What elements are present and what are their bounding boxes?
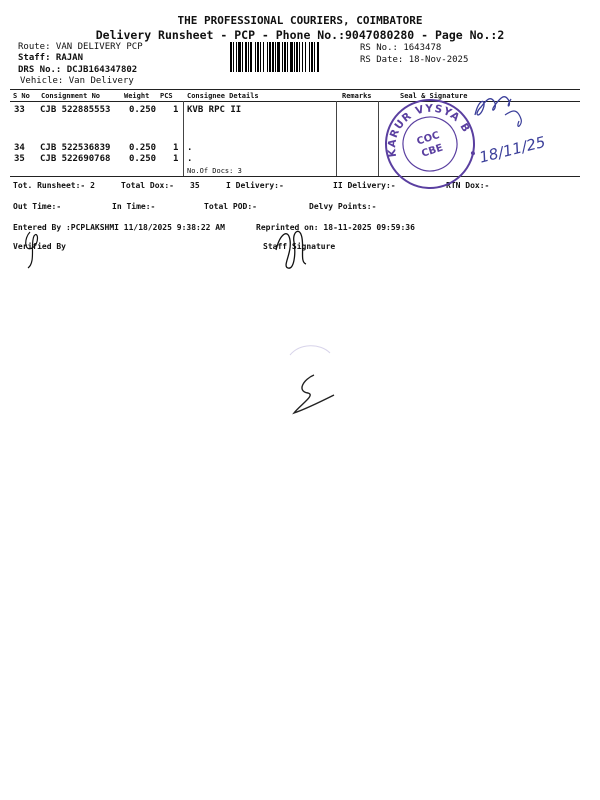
staff-signature-scribble <box>266 220 316 274</box>
column-divider <box>378 101 379 176</box>
col-header-consignee: Consignee Details <box>187 92 259 100</box>
rs-date: RS Date: 18-Nov-2025 <box>360 55 469 65</box>
drs-number: DRS No.: DCJB164347802 <box>18 65 138 75</box>
stamp-bank-name: KARUR VYSYA BANK <box>386 102 473 158</box>
table-row-consignment: CJB 522536839 <box>40 143 111 153</box>
table-row-pcs: 1 <box>173 143 179 153</box>
table-row-consignee: . <box>187 154 193 164</box>
handwritten-date: 18/11/25 <box>477 132 548 167</box>
in-time: In Time:- <box>112 202 156 211</box>
stamp-center-top: COC <box>415 129 442 148</box>
company-title: THE PROFESSIONAL COURIERS, COIMBATORE <box>177 14 423 27</box>
verified-by: Verified By <box>13 242 66 251</box>
delvy-points: Delvy Points:- <box>309 202 377 211</box>
col-header-pcs: PCS <box>160 92 173 100</box>
stamp-center-bottom: CBE <box>420 142 445 160</box>
faint-pen-mark <box>270 335 350 425</box>
table-row-sno: 34 <box>14 143 25 153</box>
table-row-consignment: CJB 522690768 <box>40 154 111 164</box>
col-header-seal: Seal & Signature <box>400 92 468 100</box>
rtn-dox: RTN Dox:- <box>446 181 490 190</box>
total-dox-value: 35 <box>190 181 200 190</box>
runsheet-subtitle: Delivery Runsheet - PCP - Phone No.:9047080280 - Page No.:2 <box>95 28 505 42</box>
table-row-sno: 35 <box>14 154 25 164</box>
tot-runsheet: Tot. Runsheet:- 2 <box>13 181 95 190</box>
no-of-docs: No.Of Docs: 3 <box>187 167 242 175</box>
col-header-weight: Weight <box>124 92 150 100</box>
ii-delivery: II Delivery:- <box>333 181 396 190</box>
table-row-consignee: . <box>187 143 193 153</box>
col-header-consignment: Consignment No <box>41 92 101 100</box>
col-header-sno: S No <box>13 92 30 100</box>
table-row-consignment: CJB 522885553 <box>40 105 111 115</box>
column-divider <box>183 101 184 176</box>
table-row-pcs: 1 <box>173 154 179 164</box>
table-row-weight: 0.250 <box>129 105 157 115</box>
table-row-weight: 0.250 <box>129 143 157 153</box>
total-pod: Total POD:- <box>204 202 257 211</box>
barcode-image <box>230 42 358 72</box>
table-row-pcs: 1 <box>173 105 179 115</box>
verified-signature-scribble <box>22 222 58 272</box>
col-header-remarks: Remarks <box>342 92 372 100</box>
table-bottom-rule <box>10 176 580 177</box>
staff-label: Staff: RAJAN <box>18 53 84 63</box>
out-time: Out Time:- <box>13 202 62 211</box>
handwritten-signature <box>465 85 548 167</box>
staff-signature-label: Staff Signature <box>263 242 336 251</box>
entered-by: Entered By :PCPLAKSHMI 11/18/2025 9:38:22 AM <box>13 223 225 232</box>
i-delivery: I Delivery:- <box>226 181 284 190</box>
column-divider <box>336 101 337 176</box>
table-row-weight: 0.250 <box>129 154 157 164</box>
vehicle-label: Vehicle: Van Delivery <box>20 76 134 86</box>
route-label: Route: VAN DELIVERY PCP <box>18 42 143 52</box>
table-row-consignee: KVB RPC II <box>187 105 242 115</box>
reprinted-on: Reprinted on: 18-11-2025 09:59:36 <box>256 223 415 232</box>
rs-number: RS No.: 1643478 <box>360 43 442 53</box>
total-dox-label: Total Dox:- <box>121 181 174 190</box>
table-row-sno: 33 <box>14 105 25 115</box>
